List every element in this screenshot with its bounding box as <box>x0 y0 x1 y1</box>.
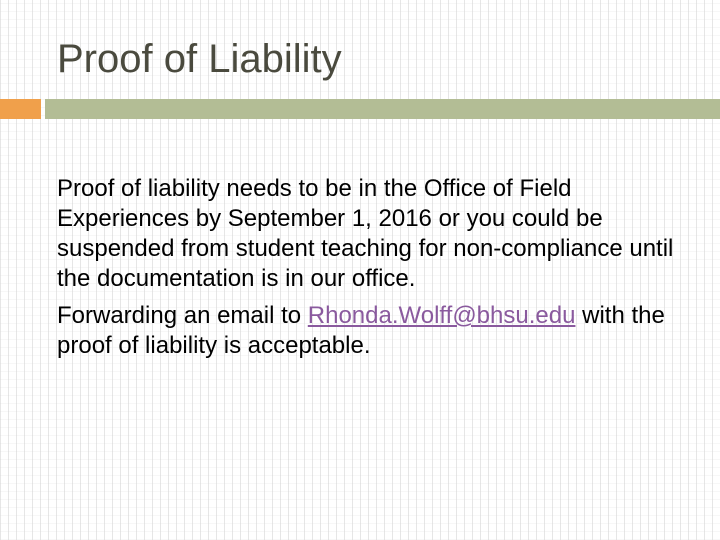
email-instruction-prefix: Forwarding an email to <box>57 302 308 329</box>
body-paragraph-deadline: Proof of liability needs to be in the Office of Field Experiences by September 1, 2016 or you could be suspended from student teaching for non-compliance until the documentation is in our office. <box>57 175 674 292</box>
slide-title: Proof of Liability <box>57 37 342 81</box>
accent-bar-orange <box>0 99 41 119</box>
slide-body <box>57 174 697 368</box>
email-link[interactable]: Rhonda.Wolff@bhsu.edu <box>307 302 576 329</box>
body-paragraph-email <box>57 301 697 361</box>
email-instruction-suffix: with the proof of liability is acceptable. <box>57 302 665 359</box>
accent-bar-green <box>45 99 720 119</box>
